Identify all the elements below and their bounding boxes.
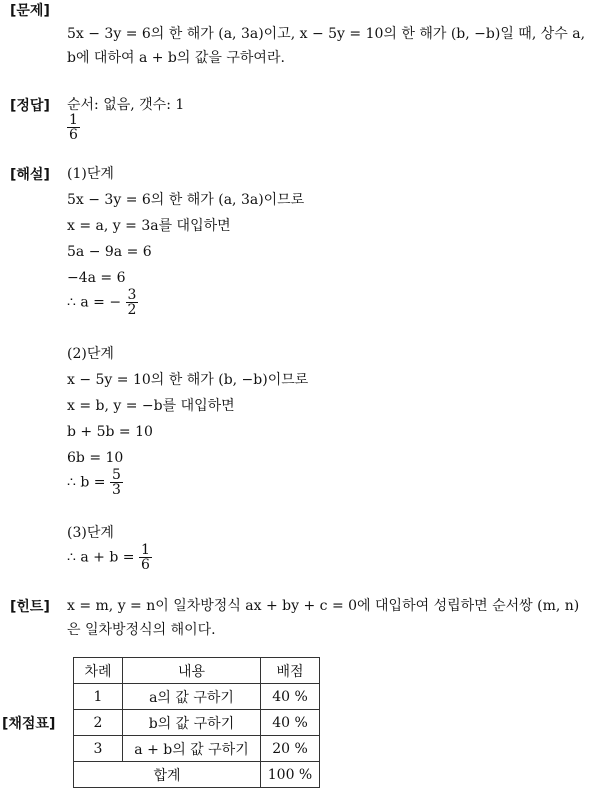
scoring-cell-order: 3 [74, 736, 123, 762]
scoring-cell-order: 2 [74, 710, 123, 736]
step1-line-1: 5x − 3y = 6의 한 해가 (a, 3a)이므로 [67, 192, 305, 208]
step2-fraction-denominator: 3 [111, 482, 121, 498]
scoring-header-row [74, 658, 320, 684]
step2-fraction-numerator: 5 [111, 467, 121, 483]
scoring-total-row [74, 762, 320, 788]
step1-fraction-denominator: 2 [127, 302, 137, 318]
solution-heading: [해설] [10, 167, 50, 183]
answer-fraction-numerator: 1 [69, 112, 78, 128]
table-row [74, 684, 320, 710]
scoring-header-order: 차례 [74, 658, 123, 684]
step2-title: (2)단계 [67, 346, 114, 362]
answer-line-1: 순서: 없음, 갯수: 1 [67, 97, 185, 113]
table-row [74, 710, 320, 736]
scoring-total-label: 합계 [74, 762, 261, 788]
step3-fraction-denominator: 6 [140, 557, 150, 573]
problem-line-1: 5x − 3y = 6의 한 해가 (a, 3a)이고, x − 5y = 10의 한 해가 (b, −b)일 때, 상수 a, [67, 26, 586, 42]
step1-line-5 [67, 288, 138, 317]
scoring-cell-order: 1 [74, 684, 123, 710]
scoring-cell-points: 40 % [261, 684, 320, 710]
step1-line-5-prefix: ∴ a = − [67, 294, 122, 311]
scoring-cell-points: 40 % [261, 710, 320, 736]
step1-line-4: −4a = 6 [67, 270, 126, 286]
scoring-heading: [채점표] [2, 716, 56, 732]
problem-heading: [문제] [10, 3, 50, 19]
step1-line-2: x = a, y = 3a를 대입하면 [67, 218, 231, 234]
step3-title: (3)단계 [67, 525, 114, 541]
step2-line-4: 6b = 10 [67, 450, 124, 466]
answer-fraction [67, 113, 80, 142]
hint-line-1: x = m, y = n이 일차방정식 ax + by + c = 0에 대입하여 성립하면 순서쌍 (m, n) [67, 598, 580, 614]
step1-line-3: 5a − 9a = 6 [67, 244, 152, 260]
scoring-cell-content: a의 값 구하기 [123, 684, 261, 710]
step1-title: (1)단계 [67, 166, 114, 182]
step1-fraction-numerator: 3 [127, 287, 137, 303]
answer-fraction-denominator: 6 [69, 127, 78, 143]
scoring-header-points: 배점 [261, 658, 320, 684]
scoring-header-content: 내용 [123, 658, 261, 684]
scoring-total-value: 100 % [261, 762, 320, 788]
step3-fraction-numerator: 1 [140, 542, 150, 558]
scoring-cell-content: a + b의 값 구하기 [123, 736, 261, 762]
step2-line-1: x − 5y = 10의 한 해가 (b, −b)이므로 [67, 372, 309, 388]
answer-heading: [정답] [10, 98, 50, 114]
hint-heading: [힌트] [10, 599, 50, 615]
step2-line-5 [67, 468, 123, 497]
problem-line-2: b에 대하여 a + b의 값을 구하여라. [67, 50, 285, 66]
step2-line-5-prefix: ∴ b = [67, 474, 106, 491]
step2-line-2: x = b, y = −b를 대입하면 [67, 398, 235, 414]
step2-line-3: b + 5b = 10 [67, 424, 153, 440]
scoring-cell-points: 20 % [261, 736, 320, 762]
table-row [74, 736, 320, 762]
step3-line-1-prefix: ∴ a + b = [67, 549, 135, 566]
step3-line-1 [67, 543, 152, 572]
hint-line-2: 은 일차방정식의 해이다. [67, 622, 216, 638]
scoring-cell-content: b의 값 구하기 [123, 710, 261, 736]
scoring-table [73, 657, 320, 788]
